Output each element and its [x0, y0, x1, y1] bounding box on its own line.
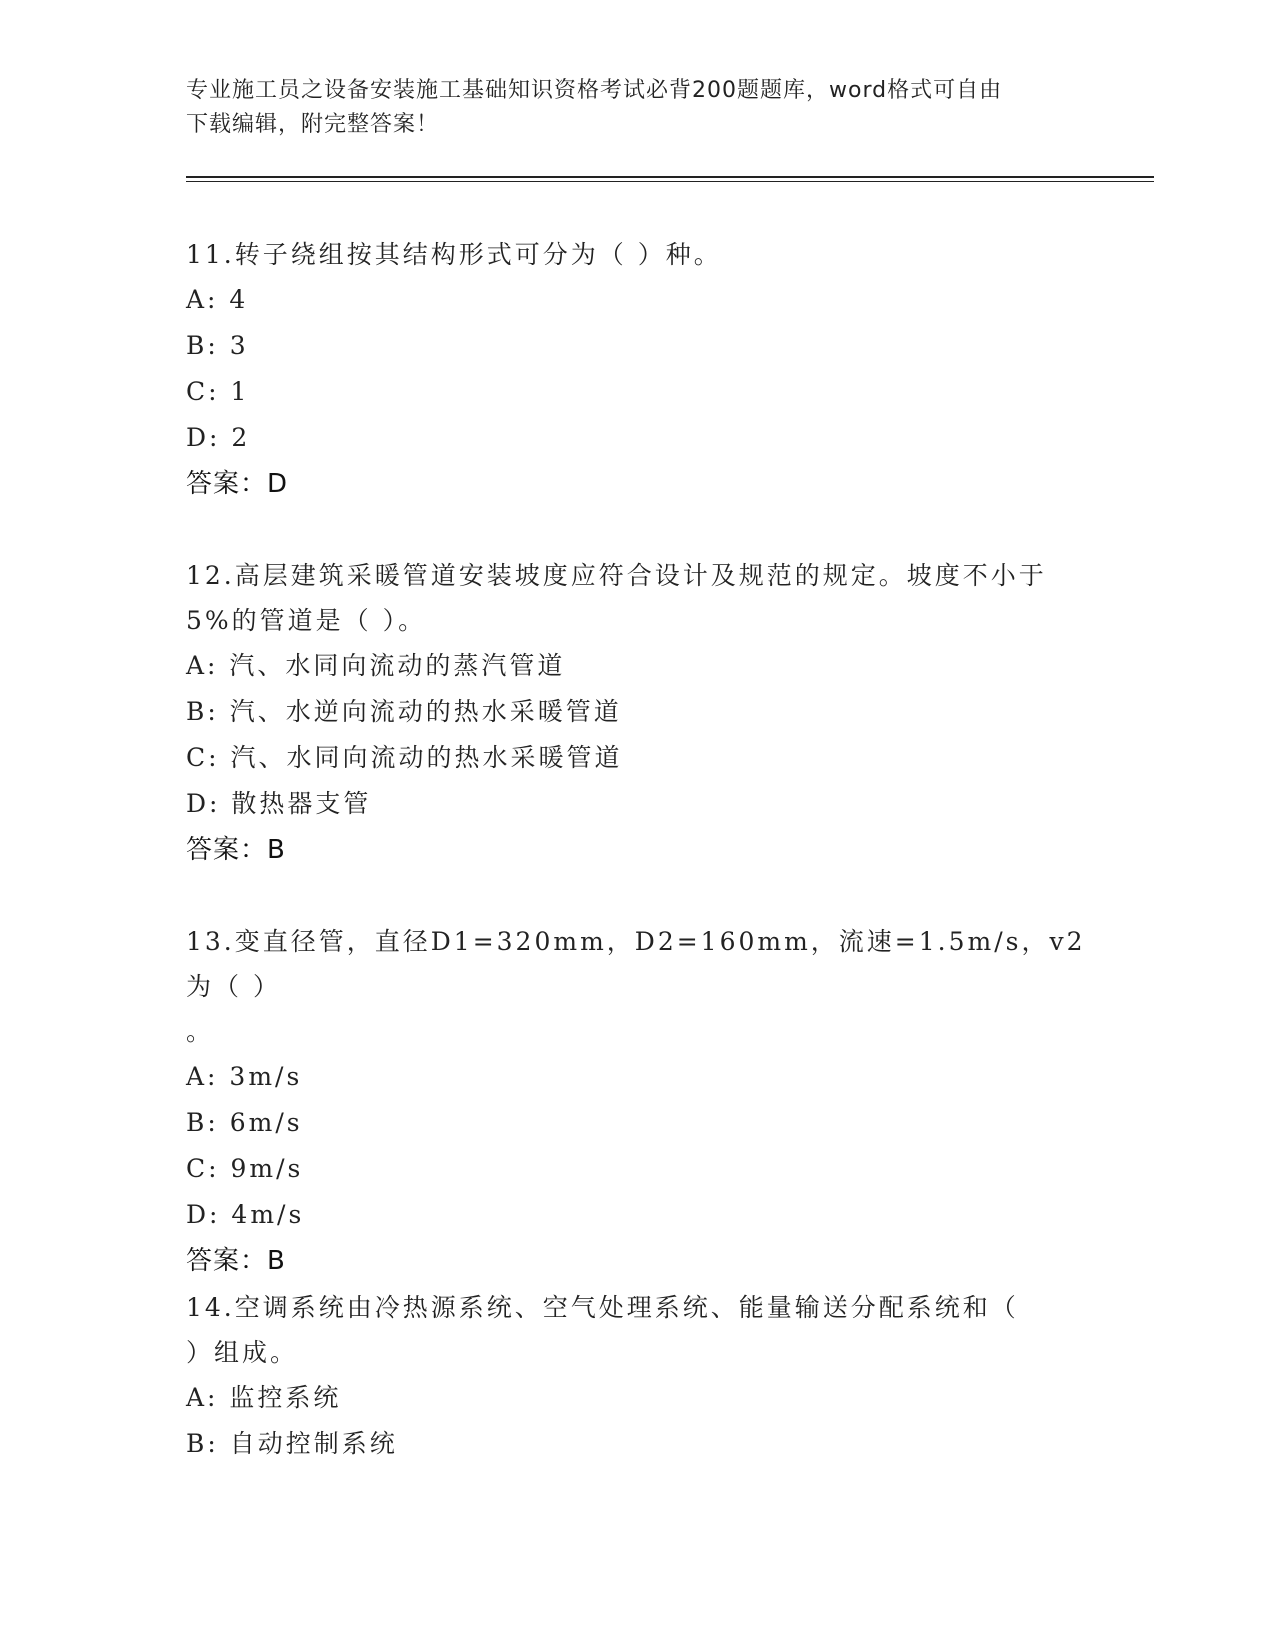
answer-label: 答案：B [186, 835, 286, 865]
question-text: 14.空调系统由冷热源系统、空气处理系统、能量输送分配系统和（ [186, 1293, 1019, 1322]
question-text-continued: 5%的管道是（ ）。 [186, 606, 427, 635]
header-divider-thin [186, 181, 1154, 182]
answer-label: 答案：D [186, 469, 289, 499]
question-text: 12.高层建筑采暖管道安装坡度应符合设计及规范的规定。坡度不小于 [186, 561, 1047, 590]
option-d: D: 4m/s [186, 1200, 305, 1229]
option-b: B: 自动控制系统 [186, 1429, 398, 1458]
option-a: A: 3m/s [186, 1062, 303, 1091]
header-title-line-1: 专业施工员之设备安装施工基础知识资格考试必背200题题库，word格式可自由 [186, 78, 1003, 103]
question-13 [186, 919, 1086, 1284]
question-text-continued: ）组成。 [186, 1338, 299, 1367]
option-a: A: 监控系统 [186, 1383, 342, 1412]
question-11 [186, 232, 1086, 507]
header-divider-thick [186, 176, 1154, 178]
option-c: C: 1 [186, 377, 250, 406]
option-c: C: 汽、水同向流动的热水采暖管道 [186, 743, 623, 772]
question-text: 11.转子绕组按其结构形式可分为（ ）种。 [186, 240, 722, 269]
option-c: C: 9m/s [186, 1154, 304, 1183]
document-header [186, 74, 1066, 142]
option-a: A: 汽、水同向流动的蒸汽管道 [186, 651, 566, 680]
question-text: 13.变直径管，直径D1=320mm，D2=160mm，流速=1.5m/s，v2为（ ） [186, 927, 1086, 1001]
header-title-line-2: 下载编辑，附完整答案！ [186, 112, 440, 137]
option-b: B: 3 [186, 331, 249, 360]
option-d: D: 2 [186, 423, 251, 452]
option-b: B: 汽、水逆向流动的热水采暖管道 [186, 697, 622, 726]
question-text-continued: 。 [186, 1017, 215, 1046]
option-b: B: 6m/s [186, 1108, 303, 1137]
option-d: D: 散热器支管 [186, 789, 372, 818]
answer-label: 答案：B [186, 1246, 286, 1276]
option-a: A: 4 [186, 285, 249, 314]
question-14 [186, 1285, 1086, 1467]
question-12 [186, 553, 1086, 873]
